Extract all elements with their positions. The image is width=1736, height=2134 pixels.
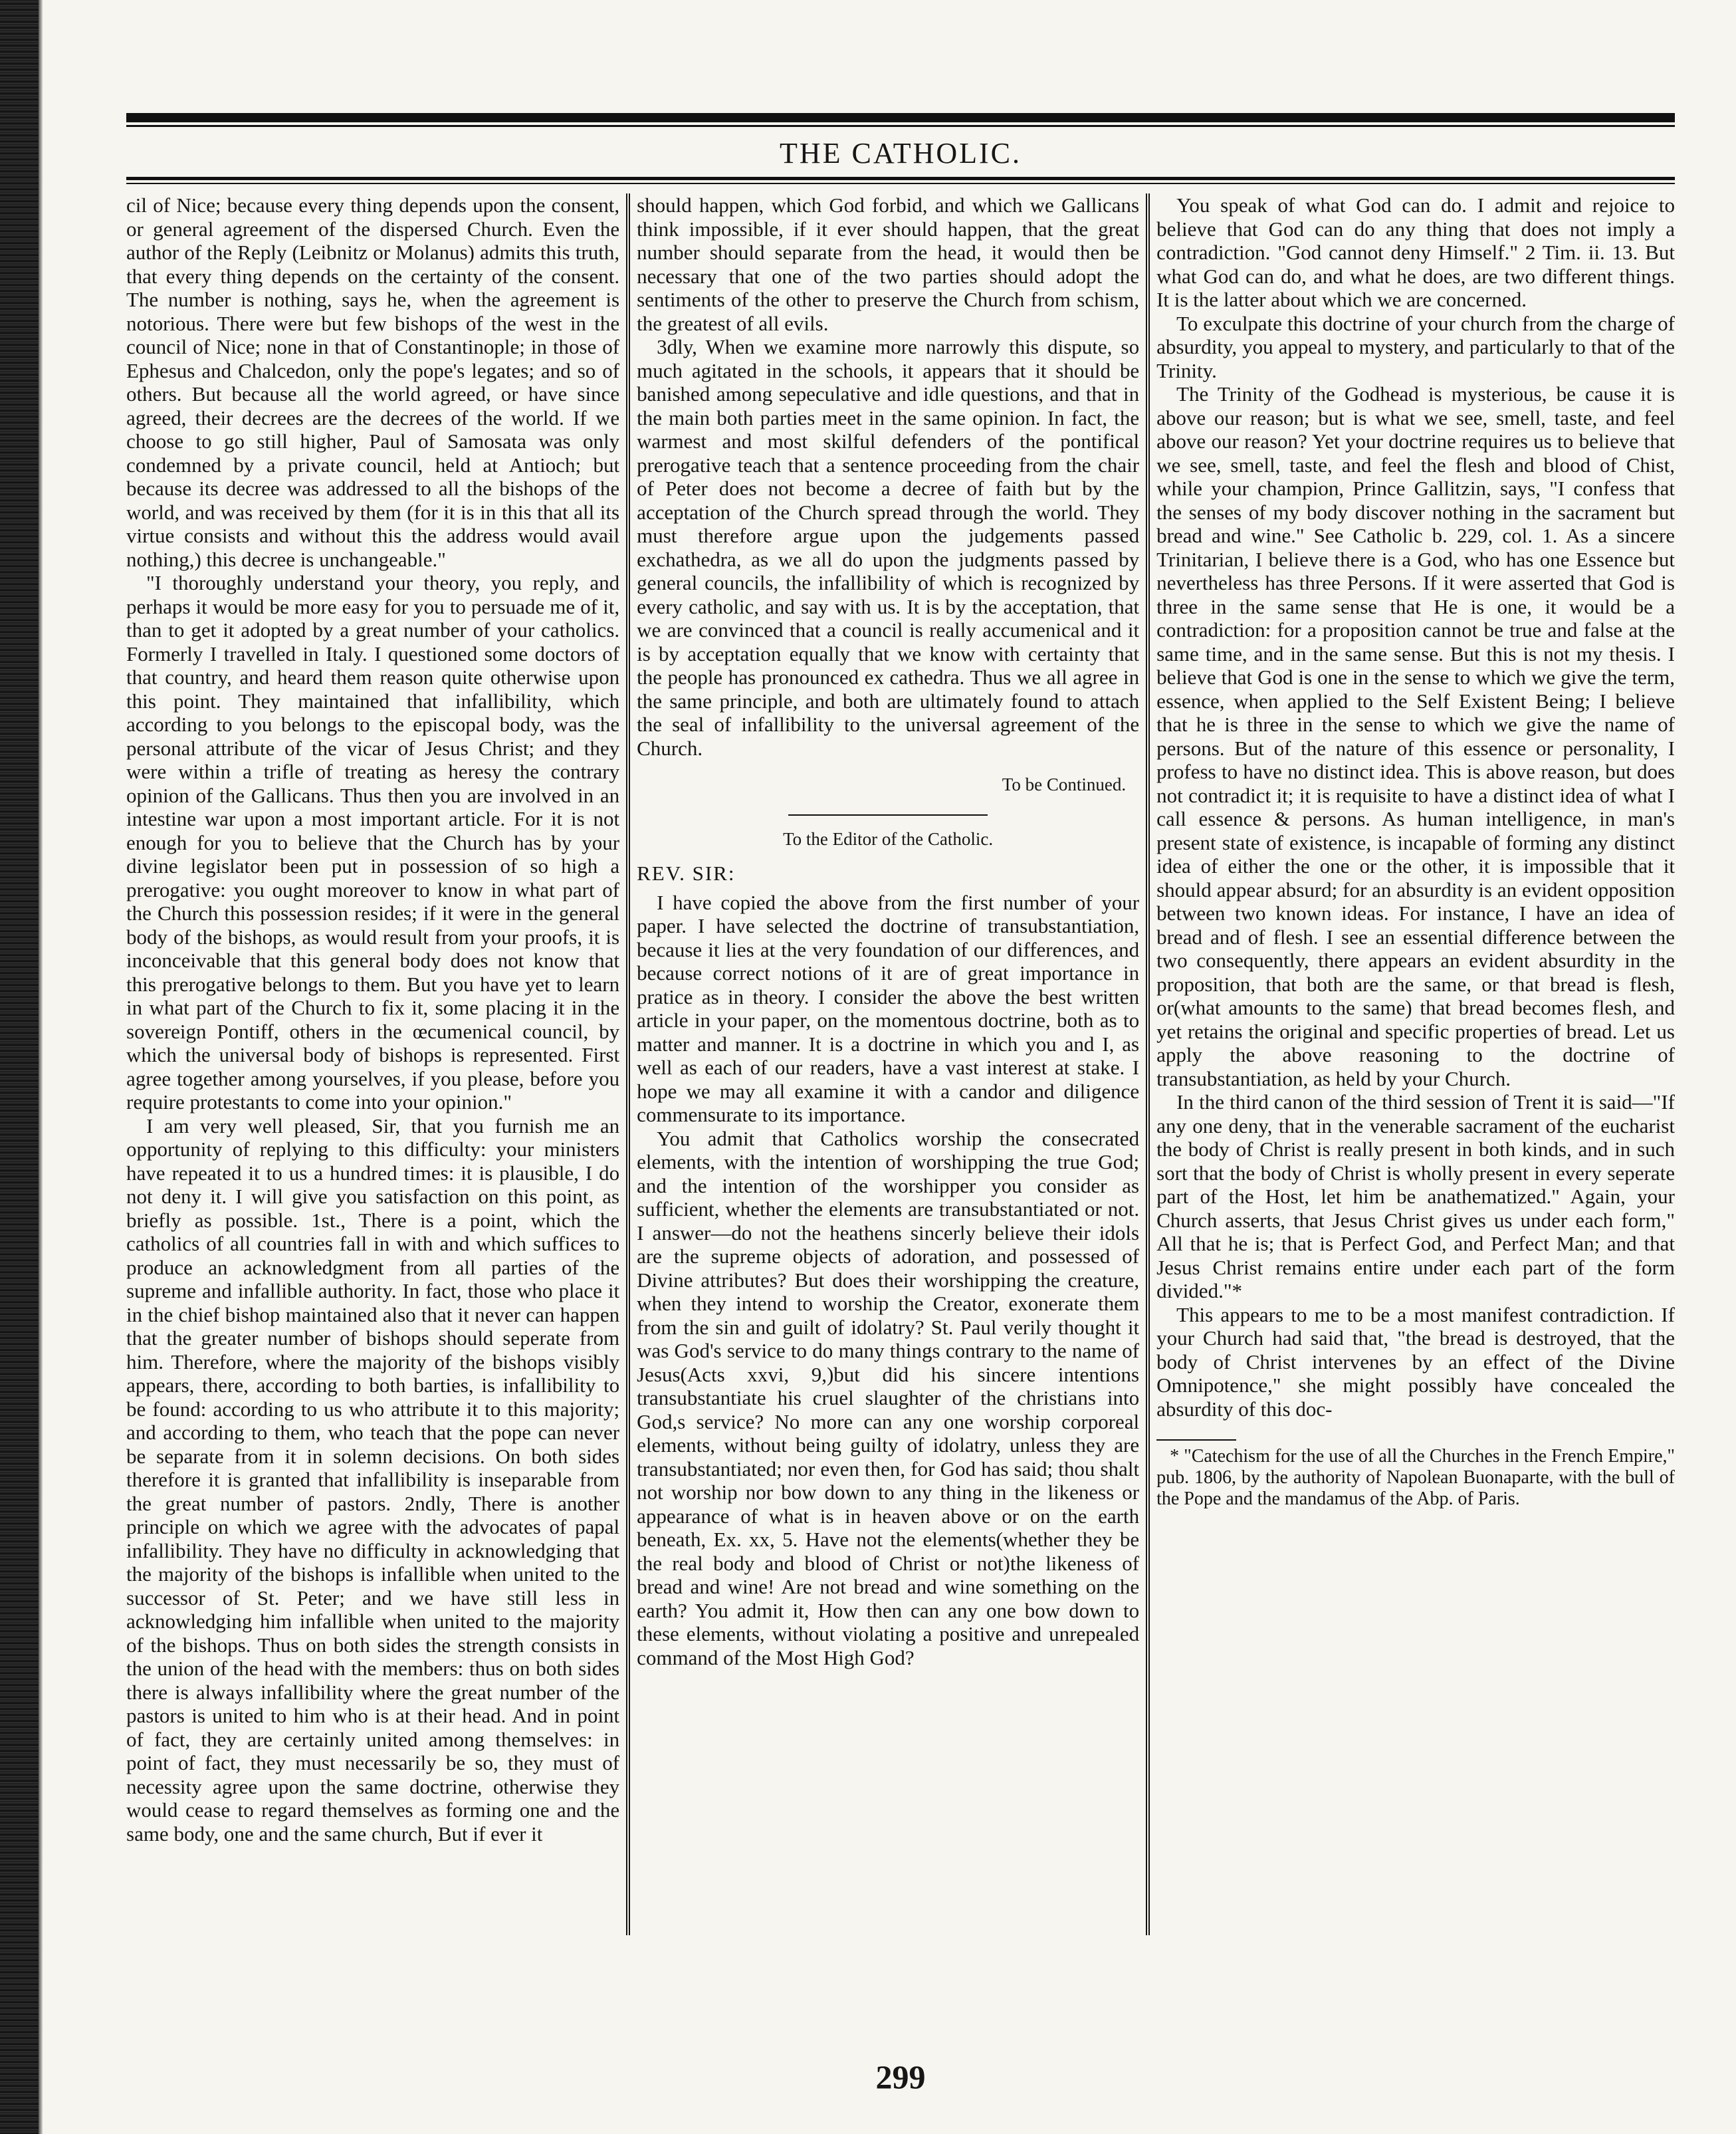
masthead-title: THE CATHOLIC. (779, 137, 1022, 170)
to-be-continued: To be Continued. (1002, 774, 1127, 794)
masthead-rule-thin (126, 183, 1675, 184)
column-2 (630, 193, 1146, 1935)
col2-paragraph-2: 3dly, When we examine more narrowly this dispute, so much agitated in the schools, it appears that it should be banished among sepeculative and idle questions, and that in the main both parties meet in the same opinion. In fact, the warmest and most skilful defenders of the pontifical prerogative teach that a sentence proceeding from the chair of Peter does not become a decree of faith but by the acceptation of the Church spread through the world. They must therefore argue upon the judgements passed exchathedra, as we all do upon the judgments passed by general councils, the infallibility of which is recognized by every catholic, and say with us. It is by the acceptation, that we are convinced that a council is really accumenical and it is by acceptation equally that we know with certainty that the people has pronounced ex cathedra. Thus we all agree in the same principle, and both are ultimately found to attach the seal of infallibility to the universal agreement of the Church. (637, 335, 1140, 760)
col3-paragraph-5: This appears to me to be a most manifest contradiction. If your Church had said that, "the bread is destroyed, that the body of Christ intervenes by an effect of the Divine Omnipotence," she might possibly have concealed the absurdity of this doc- (1156, 1302, 1675, 1421)
col1-paragraph-3: I am very well pleased, Sir, that you furnish me an opportunity of replying to this difficulty: your ministers have repeated it to us a hundred times: it is plausible, I do not deny it. I will give you satisfaction on this point, as briefly as possible. 1st., There is a point, which the catholics of all countries fall in with and which suffices to produce an acknowledgment from all parties of the supreme and infallible authority. In fact, those who place it in the chief bishop maintained also that it never can happen that the greater number of bishops should seperate from him. Therefore, where the majority of the bishops visibly appears, there, according to both barties, is infallibility to be found: according to us who attribute it to this majority; and according to them, who teach that the pope can never be separate from it in solemn decisions. On both sides therefore it is granted that infallibility is inseparable from the great number of pastors. 2ndly, There is another principle on which we agree with the advocates of papal infallibility. They have no difficulty in acknowledging that the majority of the bishops is infallible when united to the successor of St. Peter; and we have still less in acknowledging him infallible when united to the majority of the bishops. Thus on both sides the strength consists in the union of the head with the members: thus on both sides there is always infallibility where the great number of the pastors is united to him who is at their head. And in point of fact, they are certainly united among themselves: in point of fact, they must necessarily be so, they must of necessity agree upon the same doctrine, otherwise they would cease to regard themselves as forming one and the same body, one and the same church, But if ever it (126, 1114, 620, 1845)
col3-paragraph-1: You speak of what God can do. I admit and rejoice to believe that God can do any thing that does not imply a contradiction. "God cannot deny Himself." 2 Tim. ii. 13. But what God can do, and what he does, are two different things. It is the latter about which we are concerned. (1156, 193, 1675, 311)
top-rule (126, 113, 1675, 122)
text-columns (126, 193, 1675, 1935)
col3-paragraph-4: In the third canon of the third session of Trent it is said—"If any one deny, that in the venerable sacrament of the eucharist the body of Christ is really present in both kinds, and in such sort that the body of Christ is wholly present in every seperate part of the Host, let him be anathematized." Again, your Church asserts, that Jesus Christ gives us under each form," All that he is; that is Perfect God, and Perfect Man; and that Jesus Christ remains entire under each part of the form divided."* (1156, 1090, 1675, 1302)
col3-paragraph-2: To exculpate this doctrine of your church from the charge of absurdity, you appeal to mystery, and particularly to that of the Trinity. (1156, 311, 1675, 382)
col1-paragraph-2: "I thoroughly understand your theory, you reply, and perhaps it would be more easy for you to persuade me of it, than to get it adopted by a great number of your catholics. Formerly I travelled in Italy. I questioned some doctors of that country, and heard them reason quite otherwise upon this point. They maintained that infallibility, which according to you belongs to the episcopal body, was the personal attribute of the vicar of Jesus Christ; and they were within a trifle of treating as heresy the contrary opinion of the Gallicans. Thus then you are involved in an intestine war upon a most important article. For it is not enough for you to believe that the Church has by your divine legislator been put in possession of so high a prerogative: you ought moreover to know in what part of the Church this possession resides; if it were in the general body of the bishops, as would result from your proofs, it is inconceivable that this general body does not know that this prerogative belongs to them. But you have yet to learn in what part of the Church to fix it, some placing it in the sovereign Pontiff, others in the œcumenical council, by which the universal body of bishops is represented. First agree together among yourselves, if you please, before you require protestants to come into your opinion." (126, 571, 620, 1114)
column-3 (1150, 193, 1675, 1935)
letter-heading: To the Editor of the Catholic. (783, 828, 994, 849)
gutter-edge (39, 0, 43, 2134)
col2-paragraph-1: should happen, which God forbid, and which we Gallicans think impossible, if it ever should happen, that the great number should separate from the head, it would then be necessary that one of the two parties should adopt the sentiments of the other to preserve the Church from schism, the greatest of all evils. (637, 193, 1140, 335)
col2-paragraph-3: I have copied the above from the first number of your paper. I have selected the doctrine of transubstantiation, because it lies at the very foundation of our differences, and because correct notions of it are of great importance in pratice as in theory. I consider the above the best written article in your paper, on the momentous doctrine, both as to matter and manner. It is a doctrine in which you and I, as well as each of our readers, have a vast interest at stake. I hope we may all examine it with a candor and diligence commensurate to its importance. (637, 890, 1140, 1126)
col1-paragraph-1: cil of Nice; because every thing depends upon the consent, or general agreement of the dispersed Church. Even the author of the Reply (Leibnitz or Molanus) admits this truth, that every thing depends on the certainty of the consent. The number is nothing, says he, when the agreement is notorious. There were but few bishops of the west in the council of Nice; none in that of Constantinople; in those of Ephesus and Chalcedon, only the pope's legates; and so of others. But because all the world agreed, or have since agreed, their decrees are the decrees of the world. If we choose to go still higher, Paul of Samosata was only condemned by a private council, held at Antioch; but because its decree was addressed to all the bishops of the world, and was received by them (for it is in this that all its virtue consists and without this the address would avail nothing,) this decree is unchangeable." (126, 193, 620, 571)
book-spine-shadow (0, 0, 39, 2134)
page-number: 299 (875, 2058, 926, 2095)
masthead-rule (126, 177, 1675, 180)
letter-salutation: REV. SIR: (637, 862, 736, 885)
column-1 (126, 193, 626, 1935)
newspaper-page (126, 106, 1675, 2095)
col2-paragraph-4: You admit that Catholics worship the consecrated elements, with the intention of worshipping the true God; and the intention of the worshipper you consider as sufficient, whether the elements are transubstantiated or not. I answer—do not the heathens sincerly believe their idols are the supreme objects of adoration, and possessed of Divine attributes? But does their worshipping the creature, when they intend to worship the Creator, exonerate them from the sin and guilt of idolatry? St. Paul verily thought it was God's service to do many things contrary to the name of Jesus(Acts xxvi, 9,)but did his sincere intentions transubstantiate his cruel slaughter of the christians into God,s service? No more can any one worship corporeal elements, without being guilty of idolatry, unless they are transubstantiated; nor even then, for God has said; thou shalt not worship nor bow down to any thing in the likeness or appearance of what is in heaven above or on the earth beneath, Ex. xx, 5. Have not the elements(whether they be the real body and blood of Christ or not)the likeness of bread and wine! Are not bread and wine something on the earth? You admit it, How then can any one bow down to these elements, without violating a positive and unrepealed command of the Most High God? (637, 1126, 1140, 1669)
footnote-rule (1156, 1439, 1236, 1441)
footnote: * "Catechism for the use of all the Churches in the French Empire," pub. 1806, by the authority of Napolean Buonaparte, with the bull of the Pope and the mandamus of the Abp. of Paris. (1156, 1446, 1675, 1509)
top-rule-thin (126, 125, 1675, 127)
article-separator (788, 814, 988, 816)
col3-paragraph-3: The Trinity of the Godhead is mysterious, be cause it is above our reason; but is what we see, smell, taste, and feel above our reason? Yet your doctrine requires us to believe that we see, smell, taste, and feel the flesh and blood of Chist, while your champion, Prince Gallitzin, says, "I confess that the senses of my body discover nothing in the sacrament but bread and wine." See Catholic b. 229, col. 1. As a sincere Trinitarian, I believe there is a God, who has one Essence but nevertheless has three Persons. If it were asserted that God is three in the same sense that He is one, it would be a contradiction: for a proposition cannot be true and false at the same time, and in the same sense. But this is not my thesis. I believe that God is one in the sense to which we give the term, essence, when applied to the Self Existent Being; I believe that he is three in the sense to which we give the name of persons. But of the nature of this essence or personality, I profess to have no distinct idea. This is above reason, but does not contradict it; it is requisite to have a distinct idea of what I call essence & persons. As human intelligence, in man's present state of existence, is incapable of forming any distinct idea of either the one or the other, it is impossible that it should appear absurd; for an absurdity is an evident opposition between two known ideas. For instance, I have an idea of bread and of flesh. I see an essential difference between the two consequently, there appears an evident absurdity in the proposition, that both are the same, or that bread is flesh, or(what amounts to the same) that bread becomes flesh, and yet retains the original and specific properties of bread. Let us apply the above reasoning to the doctrine of transubstantiation, as held by your Church. (1156, 382, 1675, 1090)
